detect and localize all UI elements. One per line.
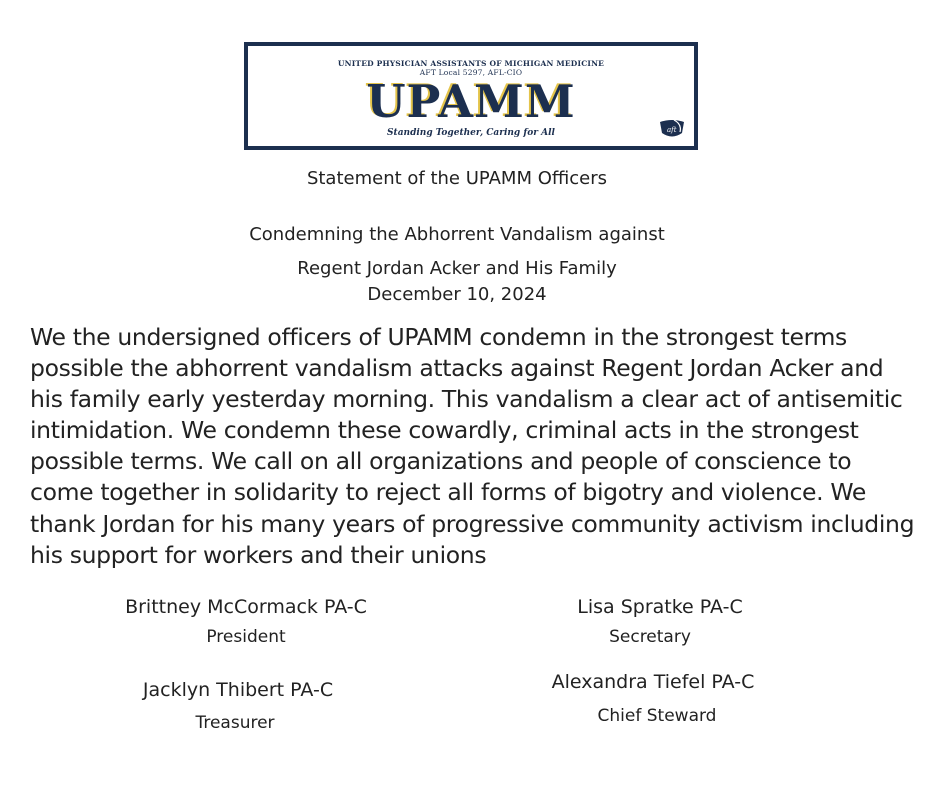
logo-tagline: Standing Together, Caring for All [387, 128, 555, 138]
statement-body: We the undersigned officers of UPAMM condemn in the strongest terms possible the abhorrent vandalism attacks against Regent Jordan Acker and his family early yesterday morning. This vandalism a clear act of antisemitic intimidation. We condemn these cowardly, criminal acts in the strongest possible terms. We call on all organizations and people of conscience to come together in solidarity to reject all forms of bigotry and violence. We thank Jordan for his many years of progressive community activism including his support for workers and their unions [30, 323, 915, 569]
signatory-role-treasurer: Treasurer [195, 713, 275, 733]
signatory-name-secretary: Lisa Spratke PA-C [577, 596, 743, 618]
logo-org-name: UNITED PHYSICIAN ASSISTANTS OF MICHIGAN MEDICINE [337, 59, 605, 68]
statement-date: December 10, 2024 [367, 284, 547, 305]
signatory-name-chief-steward: Alexandra Tiefel PA-C [551, 671, 755, 693]
aft-badge-text: aft [667, 126, 677, 134]
statement-subtitle-line1: Condemning the Abhorrent Vandalism against [249, 224, 665, 245]
logo-wordmark: UPAMM [366, 75, 576, 128]
statement-subtitle-line2: Regent Jordan Acker and His Family [297, 258, 617, 279]
signatory-name-treasurer: Jacklyn Thibert PA-C [142, 679, 334, 701]
signatory-role-chief-steward: Chief Steward [597, 706, 717, 726]
upamm-logo [244, 42, 698, 150]
logo-local-affiliation: AFT Local 5297, AFL-CIO [419, 68, 523, 77]
statement-title: Statement of the UPAMM Officers [306, 168, 608, 189]
aft-badge-icon [658, 118, 686, 140]
signatory-role-president: President [206, 627, 286, 647]
signatory-role-secretary: Secretary [609, 627, 691, 647]
signatory-name-president: Brittney McCormack PA-C [125, 596, 367, 618]
